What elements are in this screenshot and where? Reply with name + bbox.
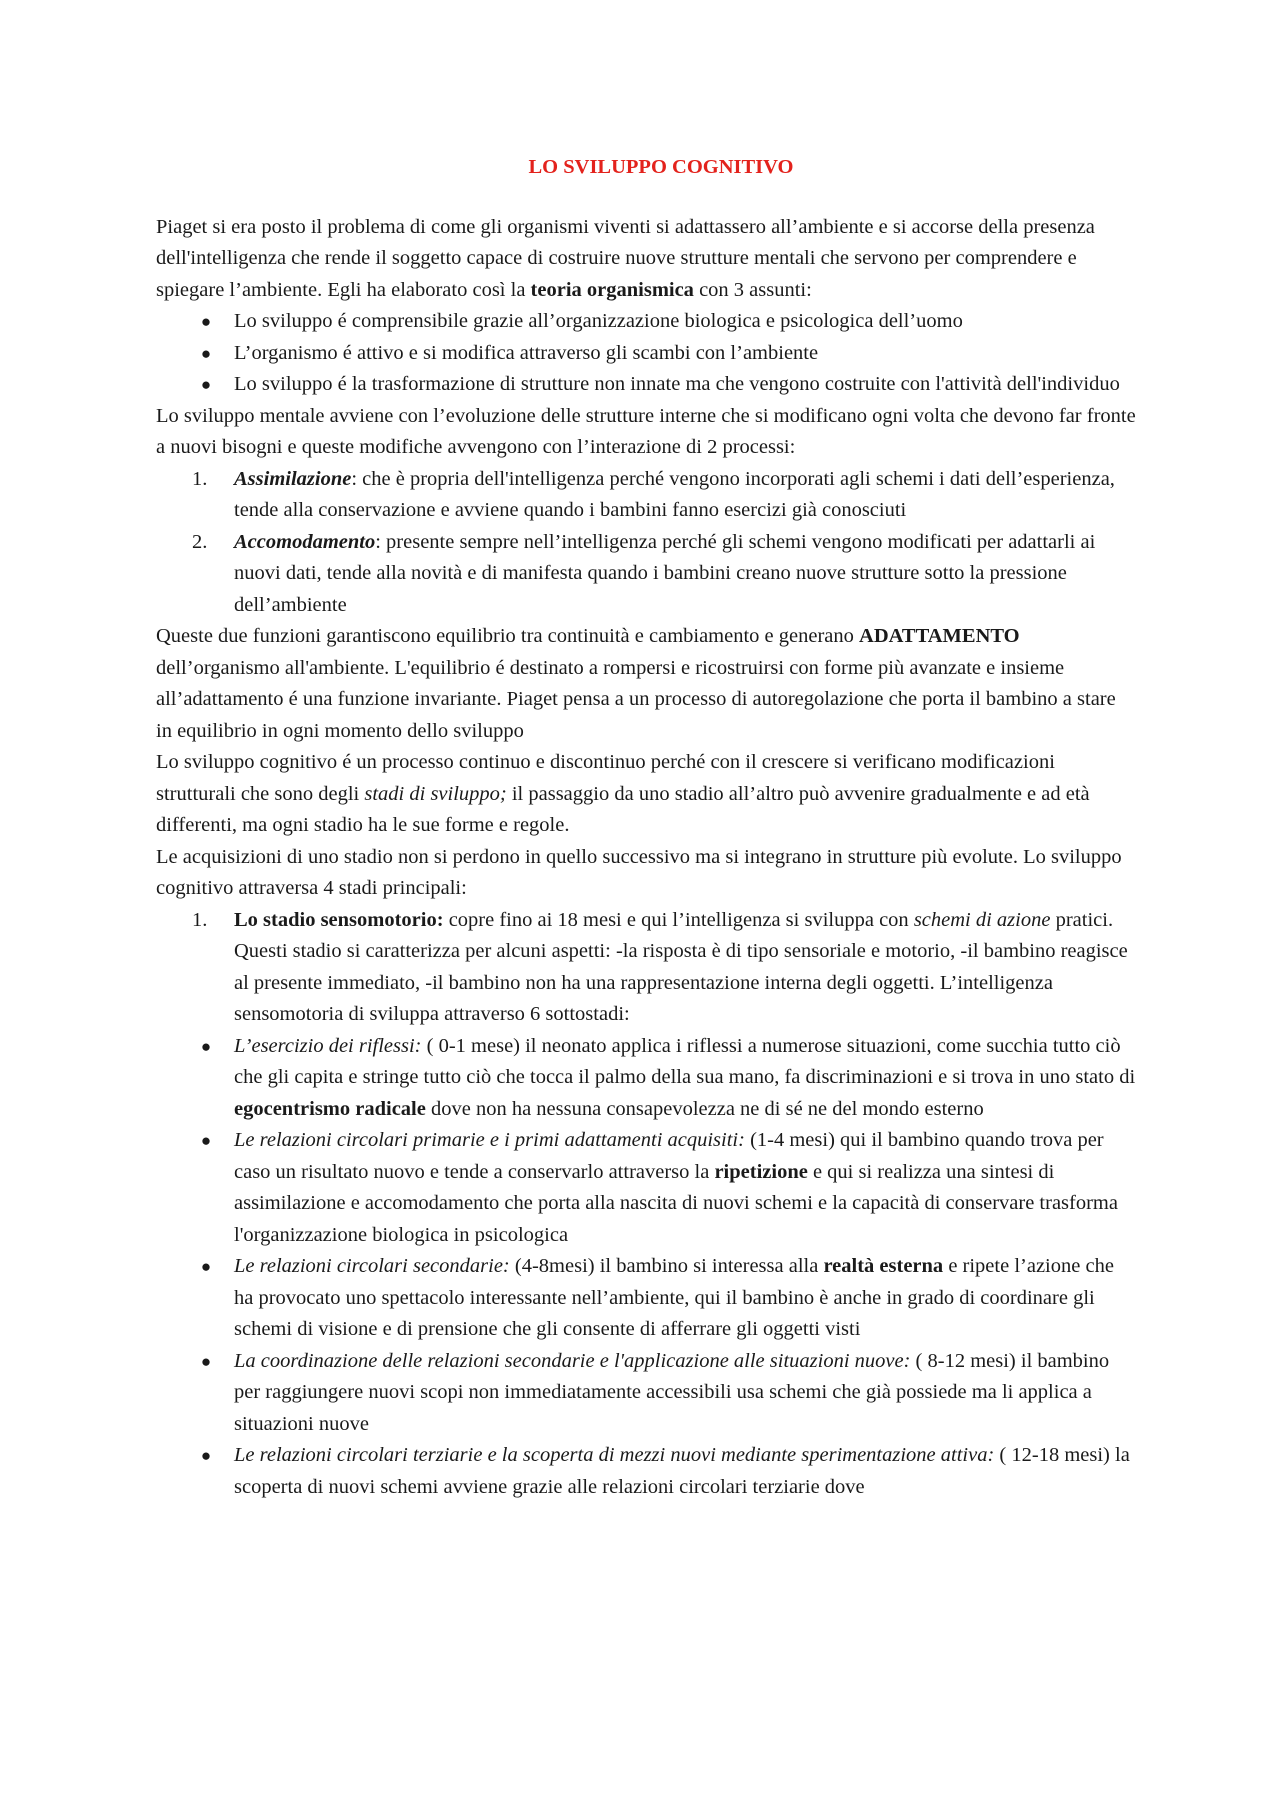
list-item-text: Lo sviluppo é la trasformazione di strutture non innate ma che vengono costruite con l'attività dell'individuo — [234, 373, 1120, 395]
substage-bold-term: realtà esterna — [823, 1255, 944, 1277]
bullet-icon: ● — [200, 1036, 212, 1056]
adaptation-text: Queste due funzioni garantiscono equilibrio tra continuità e cambiamento e generano — [156, 625, 860, 647]
intro-bold-term: teoria organismica — [530, 278, 694, 301]
bullet-icon: ● — [200, 1351, 212, 1371]
page-title: LO SVILUPPO COGNITIVO — [528, 156, 794, 178]
stages-list — [156, 905, 1136, 1031]
substage-text: ( 12-18 mesi) la scoperta di nuovi schemi avviene grazie alle relazioni circolari terziarie dove — [234, 1444, 1130, 1498]
list-item-text: Lo sviluppo é comprensibile grazie all’organizzazione biologica e psicologica dell’uomo — [234, 310, 963, 332]
stages-paragraph — [156, 747, 1136, 842]
list-number: 1. — [192, 908, 208, 931]
stage-text-end: pratici. Questi stadio si caratterizza per alcuni aspetti: -la risposta è di tipo sensoriale e motorio, -il bambino reagisce al presente immediato, -il bambino non ha una rappresentazione interna degli oggetti. L’intelligenza sensomotoria di sviluppa attraverso 6 sottostadi: — [234, 908, 1128, 1025]
stages-text: Lo sviluppo cognitivo é un processo continuo e discontinuo perché con il crescere si verificano modificazioni strutturali che sono degli — [156, 751, 1055, 805]
development-paragraph: Lo sviluppo mentale avviene con l’evoluzione delle strutture interne che si modificano ogni volta che devono far fronte a nuovi bisogni e queste modifiche avvengono con l’interazione di 2 processi: — [156, 404, 1136, 458]
substage-title: Le relazioni circolari terziarie e la scoperta di mezzi nuovi mediante sperimentazione attiva: — [234, 1444, 995, 1466]
substage-bold-term: egocentrismo radicale — [234, 1097, 426, 1120]
list-item — [156, 1346, 1136, 1441]
list-item — [156, 338, 1136, 370]
list-item — [156, 464, 1136, 527]
stages-text-end: il passaggio da uno stadio all’altro può avvenire gradualmente e ad età differenti, ma ogni stadio ha le sue forme e regole. — [156, 782, 1090, 836]
list-item-text: L’organismo é attivo e si modifica attraverso gli scambi con l’ambiente — [234, 341, 819, 364]
bullet-icon: ● — [200, 1131, 212, 1150]
process-text: : che è propria dell'intelligenza perché vengono incorporati agli schemi i dati dell’esperienza, tende alla conservazione e avviene quando i bambini fanno esercizi già conosciuti — [234, 467, 1115, 521]
substage-text: ( 8-12 mesi) il bambino per raggiungere nuovi scopi non immediatamente accessibili usa schemi che già possiede ma li applica a situazioni nuove — [234, 1349, 1110, 1435]
list-item — [156, 905, 1136, 1031]
substages-list — [156, 1031, 1136, 1504]
list-number: 1. — [192, 467, 208, 490]
stage-text: copre fino ai 18 mesi e qui l’intelligenza si sviluppa con — [443, 908, 914, 931]
intro-text: Piaget si era posto il problema di come gli organismi viventi si adattassero all’ambiente e si accorse della presenza dell'intelligenza che rende il soggetto capace di costruire nuove strutture mentali che servono per comprendere e spiegare l’ambiente. Egli ha elaborato così la — [156, 215, 1095, 301]
stage-italic-term: schemi di azione — [913, 908, 1051, 931]
processes-list — [156, 464, 1136, 622]
stage-term: Lo stadio sensomotorio: — [234, 908, 444, 931]
list-item — [156, 369, 1136, 401]
bullet-icon: ● — [200, 1446, 212, 1465]
substage-text: (4-8mesi) il bambino si interessa alla — [509, 1255, 824, 1277]
substage-title: Le relazioni circolari secondarie: — [234, 1255, 510, 1277]
stages-italic-term: stadi di sviluppo; — [364, 782, 507, 805]
substage-title: L’esercizio dei riflessi: — [234, 1034, 422, 1057]
list-item — [156, 1251, 1136, 1346]
list-item — [156, 1440, 1136, 1503]
list-item — [156, 306, 1136, 338]
intro-text-end: con 3 assunti: — [693, 278, 812, 301]
acquisitions-paragraph: Le acquisizioni di uno stadio non si perdono in quello successivo ma si integrano in strutture più evolute. Lo sviluppo cognitivo attraversa 4 stadi principali: — [156, 845, 1122, 899]
list-item — [156, 1031, 1136, 1126]
intro-paragraph — [156, 212, 1136, 307]
document-page — [156, 152, 1136, 1503]
substage-text: ( 0-1 mese) il neonato applica i riflessi a numerose situazioni, come succhia tutto ciò che gli capita e stringe tutto ciò che tocca il palmo della sua mano, fa discriminazioni e si trova in uno stato di — [234, 1034, 1136, 1088]
substage-text-end: e ripete l’azione che ha provocato uno spettacolo interessante nell’ambiente, qui il bambino è anche in grado di coordinare gli schemi di visione e di prensione che gli consente di afferrare gli oggetti visti — [234, 1255, 1114, 1340]
substage-title: La coordinazione delle relazioni secondarie e l'applicazione alle situazioni nuove: — [234, 1349, 911, 1372]
bullet-icon: ● — [200, 343, 212, 363]
adaptation-text-end: dell’organismo all'ambiente. L'equilibrio é destinato a rompersi e ricostruirsi con forme più avanzate e insieme all’adattamento é una funzione invariante. Piaget pensa a un processo di autoregolazione che porta il bambino a stare in equilibrio in ogni momento dello sviluppo — [156, 656, 1116, 742]
substage-title: Le relazioni circolari primarie e i primi adattamenti acquisiti: — [234, 1129, 745, 1151]
list-item — [156, 1125, 1136, 1251]
adaptation-paragraph — [156, 621, 1136, 747]
substage-text-end: dove non ha nessuna consapevolezza ne di sé ne del mondo esterno — [425, 1097, 984, 1120]
substage-text: (1-4 mesi) qui il bambino quando trova per caso un risultato nuovo e tende a conservarlo attraverso la — [234, 1129, 1104, 1183]
substage-text-end: e qui si realizza una sintesi di assimilazione e accomodamento che porta alla nascita di nuovi schemi e la capacità di conservare trasforma l'organizzazione biologica in psicologica — [234, 1160, 1118, 1246]
bullet-icon: ● — [200, 375, 212, 394]
list-number: 2. — [192, 530, 208, 553]
list-item — [156, 527, 1136, 622]
bullet-icon: ● — [200, 312, 212, 331]
bullet-icon: ● — [200, 1257, 212, 1276]
adaptation-bold-term: ADATTAMENTO — [859, 625, 1020, 647]
process-text: : presente sempre nell’intelligenza perché gli schemi vengono modificati per adattarli ai nuovi dati, tende alla novità e di manifesta quando i bambini creano nuove strutture sotto la pressione dell’ambiente — [234, 530, 1096, 616]
process-term: Accomodamento — [234, 530, 376, 553]
process-term: Assimilazione — [234, 467, 352, 490]
assumptions-list — [156, 306, 1136, 401]
substage-bold-term: ripetizione — [714, 1160, 808, 1183]
